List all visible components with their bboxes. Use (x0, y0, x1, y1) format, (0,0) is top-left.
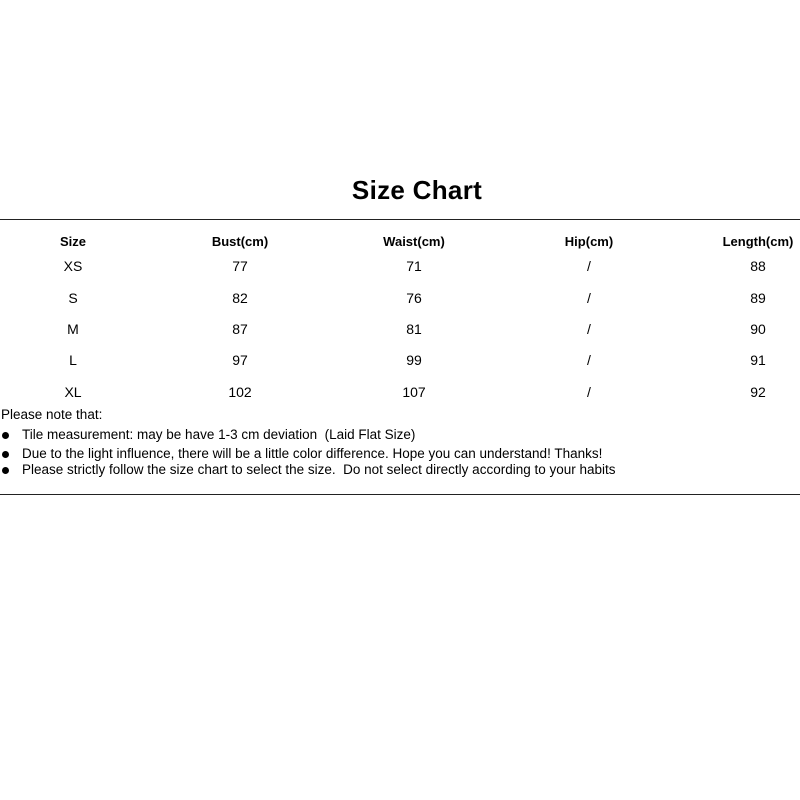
bust-cell: 87 (232, 321, 248, 337)
waist-cell: 71 (406, 258, 422, 274)
table-row (0, 254, 800, 278)
note-item (0, 426, 800, 444)
size-cell: XS (63, 258, 83, 274)
bullet-icon (2, 467, 9, 474)
bust-cell: 77 (232, 258, 248, 274)
header-bust: Bust(cm) (211, 234, 269, 249)
note-text: Due to the light influence, there will be a little color difference. Hope you can understand! Thanks! (22, 446, 603, 461)
note-item (0, 461, 800, 479)
hip-cell: / (587, 321, 591, 337)
top-divider (0, 219, 800, 220)
bust-cell: 82 (232, 290, 248, 306)
waist-cell: 99 (406, 352, 422, 368)
note-text: Please strictly follow the size chart to select the size. Do not select directly according to your habits (22, 462, 616, 477)
bust-cell: 97 (232, 352, 248, 368)
size-cell: M (67, 321, 79, 337)
bullet-icon (2, 432, 9, 439)
notes-heading: Please note that: (1, 407, 103, 422)
page-title: Size Chart (351, 175, 483, 205)
table-row (0, 380, 800, 404)
hip-cell: / (587, 352, 591, 368)
header-length: Length(cm) (722, 234, 794, 249)
length-cell: 90 (750, 321, 766, 337)
size-cell: L (69, 352, 77, 368)
waist-cell: 76 (406, 290, 422, 306)
size-cell: S (68, 290, 78, 306)
bottom-divider (0, 494, 800, 495)
table-header-row (0, 230, 800, 254)
bust-cell: 102 (228, 384, 252, 400)
length-cell: 88 (750, 258, 766, 274)
bullet-icon (2, 451, 9, 458)
hip-cell: / (587, 258, 591, 274)
length-cell: 91 (750, 352, 766, 368)
size-cell: XL (64, 384, 82, 400)
waist-cell: 107 (402, 384, 426, 400)
header-waist: Waist(cm) (383, 234, 445, 249)
hip-cell: / (587, 290, 591, 306)
hip-cell: / (587, 384, 591, 400)
header-size: Size (59, 234, 86, 249)
waist-cell: 81 (406, 321, 422, 337)
header-hip: Hip(cm) (564, 234, 614, 249)
table-row (0, 348, 800, 372)
length-cell: 89 (750, 290, 766, 306)
length-cell: 92 (750, 384, 766, 400)
table-row (0, 317, 800, 341)
table-row (0, 286, 800, 310)
note-text: Tile measurement: may be have 1-3 cm deviation (Laid Flat Size) (22, 427, 416, 442)
